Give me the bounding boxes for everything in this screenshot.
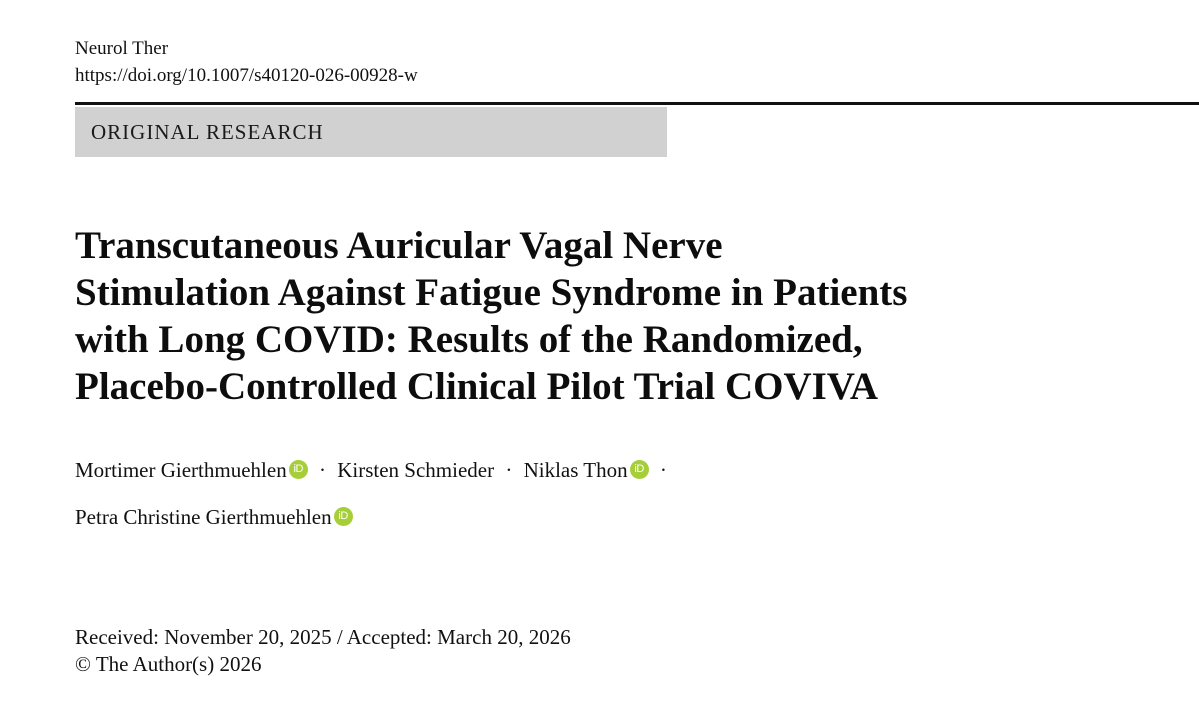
header-rule	[75, 102, 1199, 105]
author-separator: ·	[659, 458, 667, 482]
article-type-label: ORIGINAL RESEARCH	[91, 120, 324, 144]
author-line	[75, 502, 1175, 532]
orcid-icon[interactable]: iD	[334, 507, 353, 526]
article-type-banner	[75, 107, 667, 157]
title-line: Stimulation Against Fatigue Syndrome in Patients	[75, 271, 908, 314]
author-name: Mortimer Gierthmuehlen	[75, 458, 287, 482]
doi-link[interactable]: https://doi.org/10.1007/s40120-026-00928-w	[75, 65, 418, 86]
copyright-notice: © The Author(s) 2026	[75, 652, 262, 676]
received-accepted-dates: Received: November 20, 2025 / Accepted: March 20, 2026	[75, 625, 571, 649]
title-line: with Long COVID: Results of the Randomized,	[75, 318, 863, 361]
author-separator: ·	[318, 458, 326, 482]
author-separator: ·	[505, 458, 513, 482]
author-name: Petra Christine Gierthmuehlen	[75, 505, 332, 529]
author-list	[75, 455, 1175, 549]
orcid-icon[interactable]: iD	[289, 460, 308, 479]
author-name: Niklas Thon	[523, 458, 628, 482]
article-title	[75, 222, 1185, 410]
title-line: Transcutaneous Auricular Vagal Nerve	[75, 224, 723, 267]
author-line	[75, 455, 1175, 485]
orcid-icon[interactable]: iD	[630, 460, 649, 479]
author-name: Kirsten Schmieder	[337, 458, 495, 482]
journal-name: Neurol Ther	[75, 38, 169, 59]
title-line: Placebo-Controlled Clinical Pilot Trial COVIVA	[75, 365, 879, 408]
